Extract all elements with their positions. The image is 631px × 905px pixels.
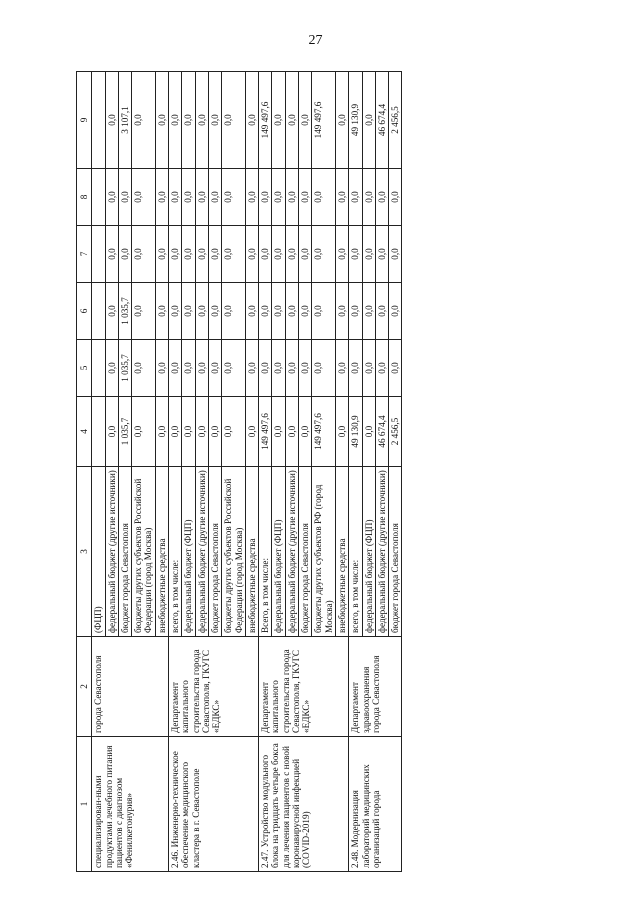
value-cell: 0,0 — [349, 226, 362, 283]
col-header: 5 — [77, 340, 92, 397]
value-cell: 149 497,6 — [312, 397, 336, 467]
value-cell: 0,0 — [375, 226, 388, 283]
value-cell: 0,0 — [208, 340, 221, 397]
value-cell: 0,0 — [222, 397, 246, 467]
funding-source: бюджет города Севастополя — [208, 467, 221, 637]
value-cell: 0,0 — [182, 169, 195, 226]
funding-source: федеральный бюджет (ФЦП) — [362, 467, 375, 637]
value-cell: 0,0 — [222, 340, 246, 397]
value-cell: 0,0 — [155, 72, 168, 169]
executor-name: Департамент здравоохранения города Севастополя — [349, 637, 402, 737]
value-cell: 1 035,7 — [118, 340, 131, 397]
value-cell: 0,0 — [312, 169, 336, 226]
value-cell: 0,0 — [272, 283, 285, 340]
value-cell: 0,0 — [285, 226, 298, 283]
value-cell: 0,0 — [208, 397, 221, 467]
value-cell: 0,0 — [335, 397, 348, 467]
funding-table — [76, 71, 402, 872]
value-cell — [92, 397, 105, 467]
funding-source: федеральный бюджет (другие источники) — [285, 467, 298, 637]
value-cell: 0,0 — [105, 340, 118, 397]
value-cell: 0,0 — [182, 283, 195, 340]
col-header: 1 — [77, 737, 92, 872]
value-cell: 0,0 — [169, 397, 182, 467]
value-cell: 0,0 — [272, 226, 285, 283]
table-row — [259, 72, 272, 872]
value-cell: 149 497,6 — [259, 397, 272, 467]
value-cell: 0,0 — [155, 226, 168, 283]
funding-source: бюджеты других субъектов Российской Федерации (город Москва) — [132, 467, 156, 637]
measure-name: 2.47. Устройство модульного блока на тридцать четыре бокса для лечения пациентов с новой коронавирусной инфекцией (COVID-2019) — [259, 737, 349, 872]
value-cell: 0,0 — [362, 397, 375, 467]
value-cell: 0,0 — [182, 72, 195, 169]
value-cell: 0,0 — [195, 169, 208, 226]
value-cell: 0,0 — [285, 397, 298, 467]
value-cell: 0,0 — [259, 226, 272, 283]
value-cell: 0,0 — [105, 169, 118, 226]
funding-source: федеральный бюджет (другие источники) — [195, 467, 208, 637]
value-cell: 0,0 — [245, 72, 258, 169]
value-cell: 0,0 — [259, 283, 272, 340]
value-cell: 0,0 — [259, 340, 272, 397]
value-cell: 0,0 — [349, 340, 362, 397]
value-cell: 0,0 — [169, 226, 182, 283]
value-cell: 0,0 — [222, 72, 246, 169]
funding-source: всего, в том числе: — [349, 467, 362, 637]
value-cell: 0,0 — [299, 397, 312, 467]
table-row — [169, 72, 182, 872]
value-cell: 2 456,5 — [389, 72, 402, 169]
value-cell: 0,0 — [299, 340, 312, 397]
value-cell: 0,0 — [362, 283, 375, 340]
funding-source: федеральный бюджет (ФЦП) — [182, 467, 195, 637]
value-cell: 0,0 — [182, 226, 195, 283]
value-cell: 0,0 — [335, 72, 348, 169]
value-cell: 0,0 — [272, 340, 285, 397]
executor-name: города Севастополя — [92, 637, 169, 737]
value-cell: 3 107,1 — [118, 72, 131, 169]
value-cell: 0,0 — [375, 340, 388, 397]
value-cell: 0,0 — [245, 283, 258, 340]
value-cell: 0,0 — [299, 72, 312, 169]
value-cell: 0,0 — [195, 226, 208, 283]
value-cell: 0,0 — [362, 226, 375, 283]
value-cell: 0,0 — [389, 169, 402, 226]
value-cell: 0,0 — [272, 72, 285, 169]
value-cell: 0,0 — [335, 226, 348, 283]
value-cell: 46 674,4 — [375, 397, 388, 467]
value-cell: 0,0 — [222, 169, 246, 226]
col-header: 2 — [77, 637, 92, 737]
value-cell: 0,0 — [182, 397, 195, 467]
value-cell: 0,0 — [389, 283, 402, 340]
col-header: 4 — [77, 397, 92, 467]
value-cell: 0,0 — [285, 169, 298, 226]
value-cell: 0,0 — [118, 226, 131, 283]
funding-source: бюджет города Севастополя — [389, 467, 402, 637]
value-cell: 0,0 — [362, 72, 375, 169]
value-cell: 0,0 — [132, 397, 156, 467]
table-row — [349, 72, 362, 872]
funding-source: бюджеты других субъектов РФ (город Москва) — [312, 467, 336, 637]
value-cell: 0,0 — [195, 283, 208, 340]
value-cell: 0,0 — [155, 169, 168, 226]
value-cell: 46 674,4 — [375, 72, 388, 169]
value-cell: 0,0 — [272, 169, 285, 226]
value-cell: 0,0 — [245, 397, 258, 467]
value-cell: 0,0 — [169, 72, 182, 169]
value-cell: 0,0 — [105, 283, 118, 340]
value-cell — [92, 169, 105, 226]
value-cell: 0,0 — [335, 169, 348, 226]
measure-name: специализирован-ными продуктами лечебного питания пациентов с диагнозом «Фенилкетонурия» — [92, 737, 169, 872]
value-cell: 0,0 — [285, 72, 298, 169]
value-cell: 0,0 — [169, 169, 182, 226]
value-cell: 0,0 — [208, 72, 221, 169]
value-cell: 2 456,5 — [389, 397, 402, 467]
value-cell: 0,0 — [155, 397, 168, 467]
value-cell: 0,0 — [208, 283, 221, 340]
value-cell: 0,0 — [335, 283, 348, 340]
funding-source: Всего, в том числе: — [259, 467, 272, 637]
executor-name: Департамент капитального строительства города Севастополя, ГКУГС «ЕДКС» — [259, 637, 349, 737]
value-cell: 0,0 — [285, 340, 298, 397]
value-cell: 0,0 — [362, 169, 375, 226]
value-cell: 0,0 — [299, 226, 312, 283]
value-cell: 0,0 — [132, 283, 156, 340]
value-cell — [92, 340, 105, 397]
rotated-table-area — [76, 72, 560, 872]
col-header: 9 — [77, 72, 92, 169]
funding-source: федеральный бюджет (другие источники) — [105, 467, 118, 637]
col-header: 6 — [77, 283, 92, 340]
value-cell: 0,0 — [155, 340, 168, 397]
value-cell — [92, 226, 105, 283]
value-cell: 0,0 — [169, 340, 182, 397]
value-cell: 0,0 — [375, 283, 388, 340]
value-cell — [92, 283, 105, 340]
value-cell: 49 130,9 — [349, 72, 362, 169]
value-cell: 0,0 — [132, 226, 156, 283]
value-cell: 0,0 — [259, 169, 272, 226]
value-cell: 0,0 — [389, 226, 402, 283]
value-cell: 0,0 — [285, 283, 298, 340]
value-cell: 0,0 — [132, 169, 156, 226]
value-cell: 0,0 — [105, 72, 118, 169]
value-cell: 1 035,7 — [118, 283, 131, 340]
value-cell: 0,0 — [299, 283, 312, 340]
value-cell: 0,0 — [362, 340, 375, 397]
value-cell: 0,0 — [208, 169, 221, 226]
funding-source: внебюджетные средства — [245, 467, 258, 637]
value-cell: 0,0 — [312, 283, 336, 340]
value-cell: 0,0 — [132, 340, 156, 397]
value-cell: 0,0 — [349, 283, 362, 340]
value-cell: 149 497,6 — [259, 72, 272, 169]
value-cell: 0,0 — [245, 226, 258, 283]
col-header: 8 — [77, 169, 92, 226]
funding-source: внебюджетные средства — [335, 467, 348, 637]
funding-source: федеральный бюджет (ФЦП) — [272, 467, 285, 637]
measure-name: 2.46. Инженерно-техническое обеспечение медицинского кластера в г. Севастополе — [169, 737, 259, 872]
value-cell: 0,0 — [105, 397, 118, 467]
col-header: 7 — [77, 226, 92, 283]
value-cell: 0,0 — [299, 169, 312, 226]
funding-source: бюджет города Севастополя — [299, 467, 312, 637]
value-cell — [92, 72, 105, 169]
value-cell: 0,0 — [245, 169, 258, 226]
value-cell: 0,0 — [155, 283, 168, 340]
value-cell: 0,0 — [118, 169, 131, 226]
value-cell: 0,0 — [169, 283, 182, 340]
value-cell: 49 130,9 — [349, 397, 362, 467]
header-row — [77, 72, 92, 872]
value-cell: 0,0 — [182, 340, 195, 397]
value-cell: 1 035,7 — [118, 397, 131, 467]
funding-source: всего, в том числе: — [169, 467, 182, 637]
value-cell: 149 497,6 — [312, 72, 336, 169]
funding-source: внебюджетные средства — [155, 467, 168, 637]
rotated-table-content — [76, 72, 560, 872]
value-cell: 0,0 — [132, 72, 156, 169]
value-cell: 0,0 — [375, 169, 388, 226]
value-cell: 0,0 — [335, 340, 348, 397]
col-header: 3 — [77, 467, 92, 637]
value-cell: 0,0 — [312, 226, 336, 283]
funding-source: (ФЦП) — [92, 467, 105, 637]
funding-source: федеральный бюджет (другие источники) — [375, 467, 388, 637]
value-cell: 0,0 — [312, 340, 336, 397]
funding-source: бюджеты других субъектов Российской Федерации (город Москва) — [222, 467, 246, 637]
value-cell: 0,0 — [389, 340, 402, 397]
value-cell: 0,0 — [195, 340, 208, 397]
value-cell: 0,0 — [208, 226, 221, 283]
value-cell: 0,0 — [349, 169, 362, 226]
value-cell: 0,0 — [272, 397, 285, 467]
funding-source: бюджет города Севастополя — [118, 467, 131, 637]
value-cell: 0,0 — [222, 283, 246, 340]
value-cell: 0,0 — [195, 397, 208, 467]
measure-name: 2.48. Модернизация лабораторий медицинских организаций города — [349, 737, 402, 872]
value-cell: 0,0 — [105, 226, 118, 283]
page-number: 27 — [308, 33, 323, 48]
value-cell: 0,0 — [245, 340, 258, 397]
executor-name: Департамент капитального строительства города Севастополя, ГКУГС «ЕДКС» — [169, 637, 259, 737]
value-cell: 0,0 — [195, 72, 208, 169]
value-cell: 0,0 — [222, 226, 246, 283]
table-row — [92, 72, 105, 872]
